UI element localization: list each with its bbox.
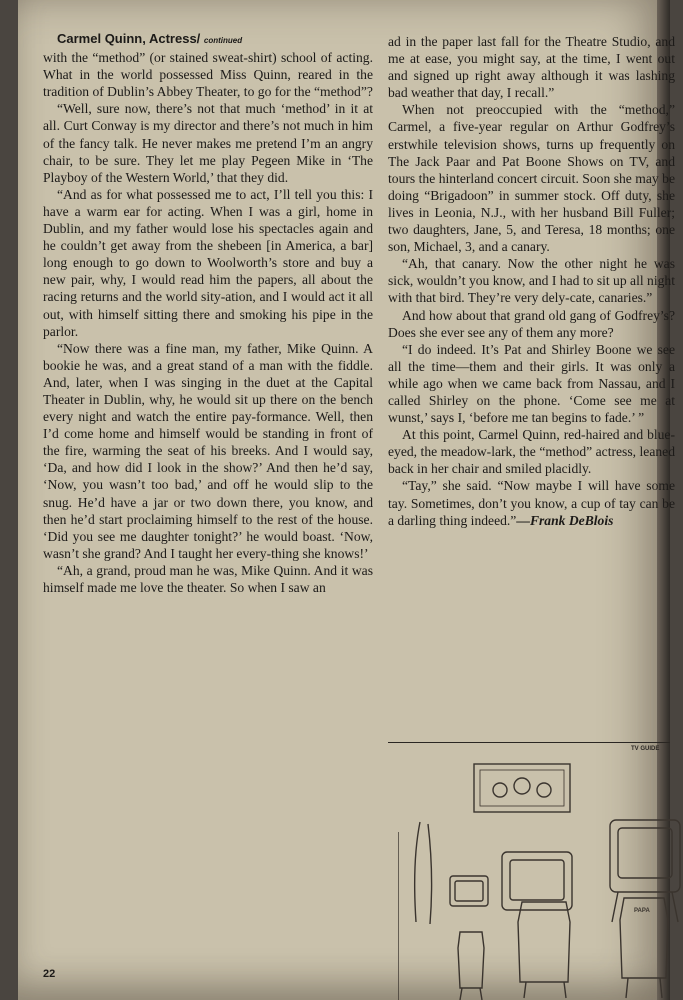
chair-label: PAPA [634, 908, 650, 914]
paragraph: “And as for what possessed me to act, I’ll tell you this: I have a warm ear for acting. When I was a girl, home in Dublin, and my father would lose his spectacles again and he couldn’t get away from the shebeen [in America, a bar] long enough to go down to Woolworth’s store and buy a new pair, why, I would read him the papers, all about the racing returns and the world sity-ation, and I would act it all out, with himself sitting there and smoking his pipe in the parlor. [43, 186, 373, 339]
section-rule [388, 742, 670, 743]
page-number: 22 [43, 968, 56, 980]
magazine-page [18, 0, 675, 1000]
author-byline: —Frank DeBlois [516, 512, 614, 528]
illustration-credit: TV GUIDE [631, 746, 660, 752]
right-column [388, 33, 675, 529]
paragraph: ad in the paper last fall for the Theatre Studio, and me at ease, you might say, at the time, I went out and signed up right away although it was lashing bad weather that day, I recall.” [388, 34, 675, 101]
small-chair [458, 932, 484, 988]
running-head [43, 30, 373, 49]
armchair [518, 902, 570, 982]
framed-picture [474, 764, 570, 812]
paragraph: “Ah, that canary. Now the other night he was sick, wouldn’t you know, and I had to sit up all night with that bird. They’re very dely-cate, canaries.” [388, 256, 675, 306]
television-set [610, 820, 680, 892]
lamp-cord [415, 822, 432, 924]
paragraph: “Ah, a grand, proud man he was, Mike Quinn. And it was himself made me love the theater. So when I saw an [43, 562, 373, 595]
running-head-continued: continued [203, 36, 243, 45]
left-column [43, 30, 373, 596]
closing-text: “Tay,” she said. “Now maybe I will have some tay. Sometimes, don’t you know, a cup of tay can be a darling thing indeed.” [388, 478, 675, 528]
closing-paragraph [388, 477, 675, 528]
paragraph: “I do indeed. It’s Pat and Shirley Boone we see all the time—them and their girls. It was only a while ago when we came back from Nassau, and I called Shirley on the phone. ‘Come see me at wunst,’ says I, ‘before me tan begins to fade.’ ” [388, 341, 675, 426]
paragraph: And how about that grand old gang of Godfrey’s? Does she ever see any of them any more? [388, 307, 675, 340]
paragraph: When not preoccupied with the “method,” Carmel, a five-year regular on Arthur Godfrey’s erstwhile television shows, turns up frequently on The Jack Paar and Pat Boone Shows on TV, and tours the hinterland concert circuit. Soon she may be doing “Brigadoon” in summer stock. Off duty, she lives in Leonia, N.J., with her husband Bill Fuller; two daughters, Jane, 5, and Teresa, 18 months; one son, Michael, 3, and a canary. [388, 102, 675, 255]
paragraph: At this point, Carmel Quinn, red-haired and blue-eyed, the meadow-lark, the “method” actress, leaned back in her chair and smiled placidly. [388, 427, 675, 477]
running-head-title: Carmel Quinn, Actress/ [57, 31, 201, 46]
paragraph: with the “method” (or stained sweat-shirt) school of acting. What in the world possessed Miss Quinn, reared in the tradition of Dublin’s Abbey Theater, to go for the “method”? [43, 50, 373, 100]
paragraph: “Now there was a fine man, my father, Mike Quinn. A bookie he was, and a great stand of a man with the fiddle. And, later, when I was singing in the duet at the Capital Theater in Dublin, why, he would sit up there on the bench every night and watch the entire pay-formance. Well, then I’d come home and himself would be standing in front of the fire, warming the seat of his breeks. And I would say, ‘Da, and how did I look in the show?’ And then he’d say, ‘Now, you wasn’t too bad,’ and off he would slip to the snug. He’d have a jar or two down there, you know, and then he’d start proclaiming himself to the rest of the house. ‘Did you see me daughter tonight?’ he would boast. ‘Now, wasn’t she grand? And I taught her every-thing she knows!’ [43, 340, 373, 561]
paragraph: “Well, sure now, there’s not that much ‘method’ in it at all. Curt Conway is my director and there’s not much in him of the fancy talk. He never makes me pretend I’m an angry chair, to be sure. They let me play Pegeen Mike in ‘The Playboy of the Western World,’ that they did. [43, 101, 373, 185]
living-room-illustration [398, 752, 683, 1000]
